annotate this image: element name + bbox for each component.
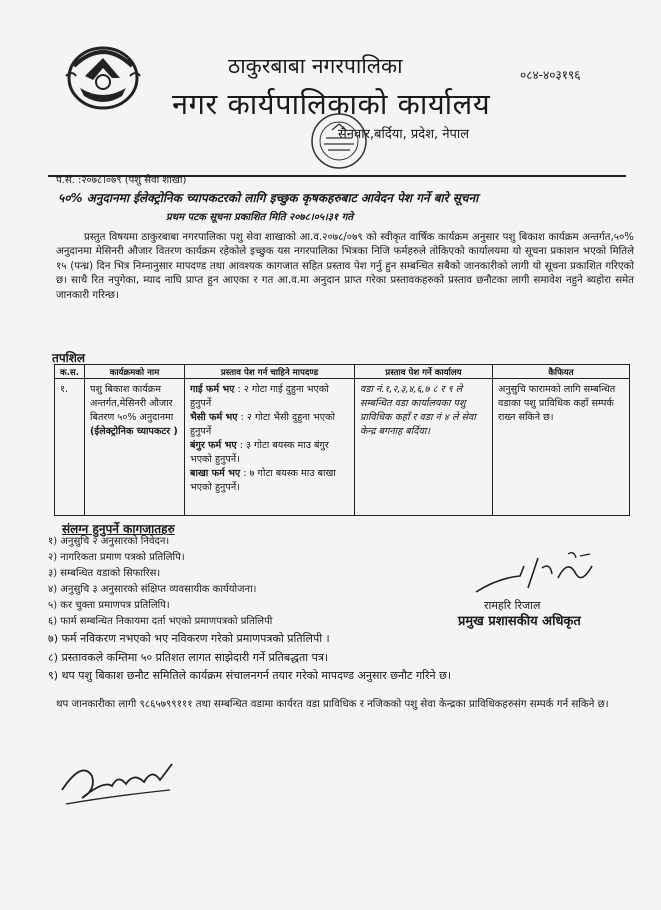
col-header-program: कार्यक्रमको नाम	[85, 365, 185, 379]
footer-note: थप जानकारीका लागी ९८६५७९९१११ तथा सम्बन्धित वडामा कार्यरत वडा प्राविधिक र नजिकको पशु सेवा केन्द्रका प्राविधिकहरुसंग सम्पर्क गर्न सकिने छ।	[56, 699, 609, 710]
list-item: १) अनुसुचि २ अनुसारको निवेदन।	[48, 536, 170, 547]
cell-criteria	[185, 379, 355, 516]
list-item: ७) फर्म नविकरण नभएको भए नविकरण गरेको प्रमाणपत्रको प्रतिलिपी ।	[48, 632, 330, 645]
goat-label: बाखा फर्म भए	[190, 468, 241, 479]
handwritten-signature	[52, 750, 182, 810]
criteria-table	[54, 364, 630, 516]
signatory-name: रामहरि रिजाल	[484, 599, 541, 612]
table-heading: तपशिल	[52, 351, 86, 365]
list-item: ३) सम्बन्धित वडाको सिफारिस।	[48, 568, 161, 579]
municipality-name: ठाकुरबाबा नगरपालिका	[228, 54, 403, 78]
cow-label: गाई फर्म भए	[190, 384, 235, 395]
phone-number: ०८४-४०३१९६	[520, 68, 581, 82]
notice-body: प्रस्तुत विषयमा ठाकुरबाबा नगरपालिका पशु सेवा शाखाको आ.व.२०७८/०७९ को स्वीकृत वार्षिक कार्यक्रम अनुसार पशु बिकाश कार्यक्रम अन्तर्गत,५०% अनुदानमा मेसिनरी औजार वितरण कार्यक्रम रहेकोले इच्छुक यस नगरपालिका भित्रका निजि फर्महरुले तोकिएको कार्यालयमा यो सूचना प्रकाशन भएको मितिले १५ (पन्ध्र) दिन भित्र निम्नानुसार मापदण्ड तथा आवश्यक कागजात सहित प्रस्ताव पेश गर्नु हुन सम्बन्धित सबैको जानकारीको लागी यो सूचना प्रकाशित गरिएको छ। साथै रित नपुगेका, म्याद नाघि प्राप्त हुन आएका र गत आ.व.मा अनुदान प्राप्त गरेका प्रस्तावकहरुको प्रस्ताव छनौटका लागी समावेश नहुने ब्यहोरा समेत जानकारी गरिन्छ।	[56, 232, 634, 301]
col-header-sn: क.स.	[55, 365, 85, 379]
list-item: ८) प्रस्तावकले कम्तिमा ५० प्रतिशत लागत साझेदारी गर्ने प्रतिबद्धता पत्र।	[48, 650, 329, 664]
attachments-heading: संलग्न हुनुपर्ने कागजातहरु	[62, 522, 175, 536]
table-header-row	[55, 365, 630, 379]
table-row	[55, 379, 630, 516]
buffalo-text: : २ गोटा भैसी दुहुना भएको हुनुपर्ने	[190, 412, 335, 437]
list-item: ९) थप पशु बिकाश छनौट समितिले कार्यक्रम संचालनगर्न तयार गरेको मापदण्ड अनुसार छनौट गरिने छ।	[48, 669, 451, 682]
list-item: २) नागरिकता प्रमाण पत्रको प्रतिलिपि।	[48, 552, 185, 563]
col-header-remarks: कैफियत	[493, 365, 630, 379]
col-header-criteria: प्रस्ताव पेश गर्न चाहिने मापदण्ड	[185, 365, 355, 379]
buffalo-label: भैसी फर्म भए	[190, 412, 238, 423]
pig-label: बंगुर फर्म भए	[190, 440, 237, 451]
signatory-title: प्रमुख प्रशासकीय अधिकृत	[458, 614, 581, 629]
attachments-list	[48, 534, 451, 686]
list-item: ५) कर चुक्ता प्रमाणपत्र प्रतिलिपि।	[48, 600, 170, 611]
program-text: पशु बिकाश कार्यक्रम अन्तर्गत,मेसिनरी औजार बितरण ५०% अनुदानमा	[90, 384, 174, 423]
office-name: नगर कार्यपालिकाको कार्यालय	[172, 87, 491, 121]
cell-office: वडा नं.१,२,३,४,६,७ ८ र ९ ले सम्बन्धित वडा कार्यालयका पशु प्राविधिक कहाँ र वडा नं ४ ले सेवा केन्द्र बगनाह बर्दिया।	[355, 379, 493, 516]
office-address: सैनवार,बर्दिया, प्रदेश, नेपाल	[338, 127, 470, 142]
pig-text: : ३ गोटा बयस्क माउ बंगुर भएको हुनुपर्ने।	[190, 440, 329, 465]
reference-number: प.सं. :२०७८।०७९ (पशु सेवा शाखा)	[56, 175, 187, 186]
notice-subtitle: प्रथम पटक सूचना प्रकाशित मिति २०७८।०५।३१ गते	[166, 212, 354, 223]
col-header-office: प्रस्ताव पेश गर्ने कार्यालय	[355, 365, 493, 379]
cow-text: : २ गोटा गाई दुहुना भएको हुनुपर्ने	[190, 384, 329, 409]
goat-text: : ७ गोटा बयस्क माउ बाखा भएको हुनुपर्ने।	[190, 468, 336, 493]
cell-program	[85, 379, 185, 516]
office-stamp	[308, 108, 370, 174]
program-bold: (ईलेक्ट्रोनिक च्यापकटर )	[90, 426, 178, 437]
notice-title: ५०% अनुदानमा ईलेक्ट्रोनिक च्यापकटरको लागि इच्छुक कृषकहरुबाट आवेदन पेश गर्ने बारे सूचना	[58, 191, 479, 205]
nepal-emblem-logo	[60, 36, 146, 114]
list-item: ४) अनुसुचि ३ अनुसारको संक्षिप्त व्यवसायीक कार्ययोजना।	[48, 584, 257, 595]
officer-signature	[468, 548, 618, 598]
list-item: ६) फार्म सम्बन्धित निकायमा दर्ता भएको प्रमाणपत्रको प्रतिलिपी	[48, 616, 273, 627]
cell-sn: १.	[55, 379, 85, 516]
cell-remarks: अनुसुचि फारामको लागि सम्बन्धित वडाका पशु प्राविधिक कहाँ सम्पर्क राख्न सकिने छ।	[493, 379, 630, 516]
